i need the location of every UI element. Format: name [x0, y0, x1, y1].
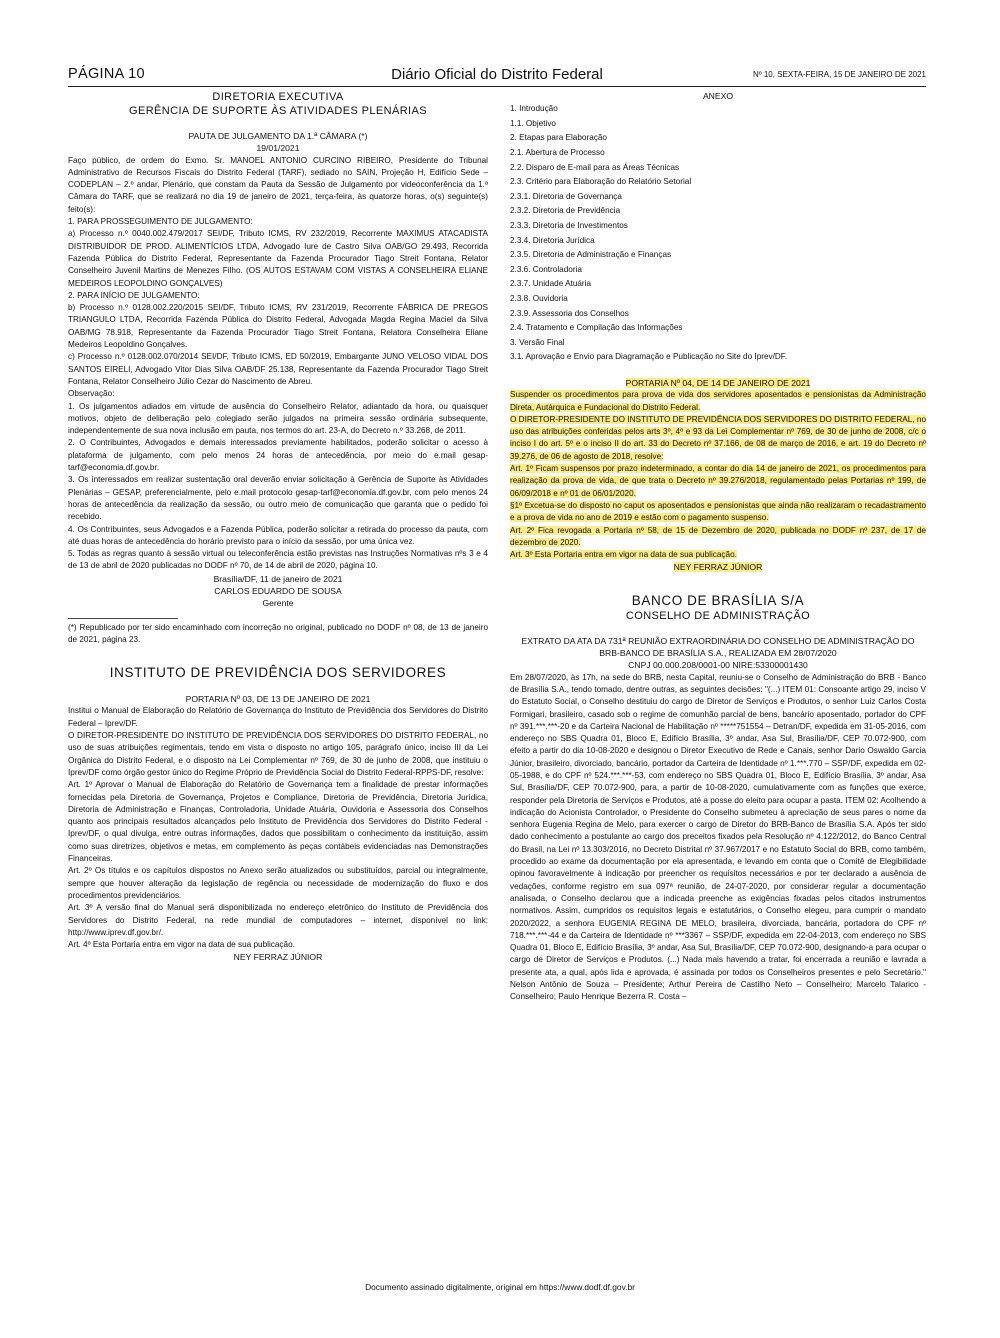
place-date: Brasília/DF, 11 de janeiro de 2021 [213, 573, 343, 584]
cnpj-line: CNPJ 00.000.208/0001-00 NIRE:53300001430 [628, 660, 808, 671]
portaria-04-ementa: Suspender os procedimentos para prova de vida dos servidores aposentados e pensionistas da Administração Direta, Autárquica e Fundacional do Distrito Federal. [510, 390, 926, 412]
toc-item: 3.1. Aprovação e Envio para Diagramação e Publicação no Site do Iprev/DF. [510, 352, 788, 362]
portaria-04-preamble: O DIRETOR-PRESIDENTE DO INSTITUTO DE PREVIDÊNCIA DOS SERVIDORES DO DISTRITO FEDERAL, no uso das atribuições conferidas pelos arts 3º, 4º e 93 da Lei Complementar nº 769, de 30 de junho de 2008, c/c o inciso I do art. 5º e o inciso II do art. 33 do Decreto nº 37.166, de 08 de março de 2016, e art. 19 do Decreto nº 39.276, de 06 de agosto de 2018, resolve: [510, 414, 926, 461]
page-number: PÁGINA 10 [68, 66, 145, 82]
pauta-item2-head: 2. PARA INÍCIO DE JULGAMENTO: [68, 290, 200, 300]
toc-item: 2.3. Critério para Elaboração do Relatório Setorial [510, 177, 692, 187]
portaria-04-title: PORTARIA Nº 04, DE 14 DE JANEIRO DE 2021 [625, 377, 811, 388]
institute-title: INSTITUTO DE PREVIDÊNCIA DOS SERVIDORES [109, 665, 447, 681]
portaria-03-art2: Art. 2º Os títulos e os capítulos dispostos no Anexo serão atualizados ou substituídos, parcial ou integralmente, sempre que houver alteração da legislação de regência ou necessidade de modernização do fluxo e dos procedimentos previdenciários. [68, 866, 488, 900]
portaria-03-art3: Art. 3º A versão final do Manual será disponibilizada no endereço eletrônico do Instituto de Previdência dos Servidores do Distrito Federal, na rede mundial de computadores – internet, disponível no link: http://www.iprev.df.gov.br/. [68, 903, 488, 937]
pauta-item1-a: a) Processo n.º 0040.002.479/2017 SEI/DF, Tributo ICMS, RV 232/2019, Recorrente MAXIMUS ATACADISTA DISTRIBUIDOR DE PROD. ALIMENTÍCIOS LTDA, Advogado Iure de Castro Silva OAB/GO 29.493, Recorrida Fazenda Pública do Distrito Federal, Representante da Fazenda Procurador Tiago Streit Fontana, Relator Conselheiro Juvenil Martins de Menezes Filho. (OS AUTOS ESTAVAM COM VISTAS A CONSELHEIRA ELIANE MEDEIROS LEOPOLDINO GONÇALVES) [68, 229, 488, 288]
signer-role: Gerente [262, 598, 294, 609]
toc-item: 2.3.3. Diretoria de Investimentos [510, 221, 628, 231]
toc-item: 2.3.7. Unidade Atuária [510, 279, 592, 289]
toc-item: 2.3.9. Assessoria dos Conselhos [510, 308, 629, 318]
portaria-03-ementa: Institui o Manual de Elaboração do Relatório de Governança do Instituto de Previdência dos Servidores do Distrito Federal – Iprev/DF. [68, 706, 488, 728]
page-footer: Documento assinado digitalmente, original em https://www.dodf.df.gov.br [365, 1282, 635, 1292]
issue-date: Nº 10, SEXTA-FEIRA, 15 DE JANEIRO DE 2021 [752, 70, 926, 79]
toc-item: 1. Introdução [510, 104, 558, 114]
portaria-03-preamble: O DIRETOR-PRESIDENTE DO INSTITUTO DE PREVIDÊNCIA DOS SERVIDORES DO DISTRITO FEDERAL, no uso de suas atribuições regimentais, tendo em vista o disposto no artigo 105, parágrafo único, inciso III da Lei Orgânica do Distrito Federal, e o disposto na Lei Complementar nº 769, de 30 de junho de 2008, que instituiu o Iprev/DF como órgão gestor único do Regime Próprio de Previdência Social do Distrito Federal-RPPS-DF, resolve: [68, 731, 488, 777]
observation-label: Observação: [68, 389, 115, 399]
right-column [510, 90, 926, 1004]
extrato-body: Em 28/07/2020, às 17h, na sede do BRB, nesta Capital, reuniu-se o Conselho de Administração do BRB - Banco de Brasília S.A., tendo tomado, dentre outras, as seguintes decisões: "(...) ITEM 01: Consoante artigo 29, inciso V do Estatuto Social, o Conselho destituiu do cargo de Diretor de Serviços e Produtos, o senhor Luiz Carlos Costa Formigari, brasileiro, casado sob o regime de comunhão parcial de bens, bancário aposentado, portador do CPF nº 391.***.***-20 e da Carteira Nacional de Habilitação nº *****751554 – Detran/DF, expedida em 31-05-2016, com endereço no SBS Quadra 01, Bloco E, Edifício Brasília, 3º andar, Asa Sul, Brasília/DF, CEP 70.072-900, com efeito a partir do dia 10-08-2020 e designou o Diretor Executivo de Rede e Canais, senhor Dario Oswaldo Garcia Júnior, brasileiro, divorciado, bancário, portador da Carteira de Identidade nº 1.***.770 – SSP/DF, expedida em 02-05-1988, e do CPF nº 524.***.***-53, com endereço no SBS Quadra 01, Bloco E, Edifício Brasília, 3º andar, Asa Sul, Brasília/DF, CEP 70.072-900, para, a partir de 10-08-2020, cumulativamente com as funções que exerce, responder pela Diretoria de Serviços e Produtos, até a posse do eleito para ocupar a pasta. ITEM 02: Acolhendo a indicação do Acionista Controlador, o Presidente do Conselho submeteu à apreciação de seus pares o nome da senhora Eugenia Regina de Melo, para exercer o cargo de Diretor do BRB-Banco de Brasília S.A. Após ter sido dado conhecimento a postulante ao cargo dos preceitos fixados pela Resolução nº 4.122/2012, do Banco Central do Brasil, na Lei nº 13.303/2016, no Decreto Distrital nº 37.967/2017 e no Estatuto Social do BRB, como também, procedido ao exame da documentação por ela apresentada, e levando em conta que o Comitê de Elegibilidade opinou favoravelmente à indicação por preencher os requisitos necessários e por ter declarado a ausência de vedações, conforme registro em sua 097ª reunião, de 24-07-2020, por considerar regular a documentação analisada, o Conselho declarou que a indicada preenche as exigências fixadas pelos citados instrumentos normativos. Assim, cumpridos os requisitos legais e estatutários, o Conselho elegeu, para cumprir o mandato 2020/2022, a senhora EUGENIA REGINA DE MELO, brasileira, divorciada, bancária, portadora do CPF nº 718.***.***-44 e da Carteira de Identidade nº ***3367 – SSP/DF, expedida em 22-04-2013, com endereço no SBS Quadra 01, Bloco E, Edifício Brasília, 3º andar, Asa Sul, Brasília/DF, CEP 70.072-900, designando-a para ocupar o cargo de Diretor de Serviços e Produtos. (...) Nada mais havendo a tratar, foi encerrada a reunião e lavrada a presente ata, a qual, após lida e aprovada, é assinada por todos os Conselheiros presentes e pelo Secretário." Nelson Antônio de Souza – Presidente; Arthur Pereira de Castilho Neto – Conselheiro; Marcelo Talarico - Conselheiro; Paulo Henrique Bezerra R. Costa – [510, 672, 926, 1002]
annex-title: ANEXO [702, 91, 734, 101]
bank-title: BANCO DE BRASÍLIA S/A [631, 592, 805, 608]
toc-item: 2.3.8. Ouvidoria [510, 294, 568, 304]
left-column [68, 90, 488, 964]
portaria-04-art1: Art. 1º Ficam suspensos por prazo indeterminado, a contar do dia 14 de janeiro de 2021, os procedimentos para realização da prova de vida, de que trata o Decreto nº 39.276/2018, regulamentado pelas Portarias nº 199, de 06/09/2018 e nº 01 de 06/01/2020. [510, 464, 926, 498]
observation-3: 3. Os interessados em realizar sustentação oral deverão enviar solicitação à Gerência de Suporte às Atividades Plenárias – GESAP, preferencialmente, pelo e.mail protocolo gesap-tarf@economia.df.gov.br, com pelo menos 24 horas de antecedência da realização da sessão, ou outro meio de comunicação que garanta que o pedido foi recebido. [68, 475, 488, 522]
toc-item: 2.3.6. Controladoria [510, 264, 582, 274]
journal-title: Diário Oficial do Distrito Federal [391, 66, 603, 83]
portaria-04-signer: NEY FERRAZ JÚNIOR [673, 562, 763, 573]
annex-toc [510, 102, 926, 365]
toc-item: 1.1. Objetivo [510, 118, 556, 128]
signer-name: CARLOS EDUARDO DE SOUSA [214, 585, 342, 596]
observation-5: 5. Todas as regras quanto à sessão virtual ou teleconferência estão previstas nas Instruções Normativas nºs 3 e 4 de 13 de abril de 2020 publicadas no DODF nº 70, de 14 de abril de 2020, página 10. [68, 549, 488, 571]
footnote: (*) Republicado por ter sido encaminhado com incorreção no original, publicado no DODF nº 08, de 13 de janeiro de 2021, página 23. [68, 622, 488, 644]
pauta-title: PAUTA DE JULGAMENTO DA 1.ª CÂMARA (*) [188, 131, 368, 141]
portaria-03-art4: Art. 4º Esta Portaria entra em vigor na data de sua publicação. [68, 940, 295, 950]
portaria-03-art1: Art. 1º Aprovar o Manual de Elaboração do Relatório de Governança tem a finalidade de prestar informações fornecidas pela Diretoria de Governança, Projetos e Compliance, Diretoria de Previdência, Diretoria Jurídica, Diretoria de Administração e Finanças, Controladoria, Unidade Atuária, Ouvidoria e Assessoria dos Conselhos quanto aos principais resultados alcançados pelo Instituto de Previdência dos Servidores do Distrito Federal - Iprev/DF, o qual divulga, entre outras informações, dados que possibilitam o conhecimento da instituição, assim como suas diretrizes, objetivos e metas, em complemento às peças contábeis evidenciadas nas Demonstrações Financeiras. [68, 780, 488, 864]
pauta-item1-head: 1. PARA PROSSEGUIMENTO DE JULGAMENTO: [68, 217, 253, 227]
extrato-title: EXTRATO DA ATA DA 731ª REUNIÃO EXTRAORDINÁRIA DO CONSELHO DE ADMINISTRAÇÃO DO BRB-BANCO DE BRASÍLIA S.A., REALIZADA EM 28/07/2020 [521, 635, 915, 659]
portaria-04-art2: Art. 2º Fica revogada a Portaria nº 58, de 15 de Dezembro de 2020, publicada no DODF nº 237, de 17 de dezembro de 2020. [510, 525, 926, 547]
toc-item: 2.3.2. Diretoria de Previdência [510, 206, 621, 216]
pauta-item2-c: c) Processo n.º 0128.002.070/2014 SEI/DF, Tributo ICMS, ED 50/2019, Embargante JUNO VELOSO VIDAL DOS SANTOS EIRELI, Advogado Vitor Dias Silva OAB/DF 25.138, Representante da Fazenda Procurador Tiago Streit Fontana, Relator Conselheiro Júlio Cezar do Nascimento de Abreu. [68, 352, 488, 386]
toc-item: 2. Etapas para Elaboração [510, 133, 607, 143]
toc-item: 2.2. Disparo de E-mail para as Áreas Técnicas [510, 162, 680, 172]
toc-item: 2.4. Tratamento e Compilação das Informações [510, 323, 683, 333]
toc-item: 3. Versão Final [510, 337, 565, 347]
portaria-04-art3: Art. 3º Esta Portaria entra em vigor na data de sua publicação. [510, 550, 737, 560]
pauta-item2-b: b) Processo n.º 0128.002.220/2015 SEI/DF, Tributo ICMS, RV 231/2019, Recorrente FÁBRICA DE PREGOS TRIANGULO LTDA, Recorrida Fazenda Pública do Distrito Federal, Advogada Magda Regina Maciel da Silva OAB/MG 78.918, Representante da Fazenda Procurador Tiago Streit Fontana, Relatora Conselheira Eliane Medeiros Leopoldino Gonçalves. [68, 303, 488, 350]
pauta-date: 19/01/2021 [256, 143, 300, 154]
portaria-04-par1: §1º Excetua-se do disposto no caput os aposentados e pensionistas que ainda não realizaram o recadastramento e a prova de vida no ano de 2019 e estão com o pagamento suspenso. [510, 500, 926, 523]
toc-item: 2.3.1. Diretoria de Governança [510, 191, 622, 201]
toc-item: 2.3.5. Diretoria de Administração e Finanças [510, 250, 672, 260]
portaria-03-signer: NEY FERRAZ JÚNIOR [233, 952, 323, 963]
portaria-03-title: PORTARIA Nº 03, DE 13 DE JANEIRO DE 2021 [185, 694, 371, 705]
toc-item: 2.3.4. Diretoria Jurídica [510, 235, 595, 245]
section-subtitle: GERÊNCIA DE SUPORTE ÀS ATIVIDADES PLENÁRIAS [129, 105, 427, 117]
observation-2: 2. O Contribuintes, Advogados e demais interessados previamente habilitados, poderão solicitar o acesso à plataforma de julgamento, com pelo menos 24 horas de antecedência, por meio do e.mail gesap-tarf@economia.df.gov.br. [68, 438, 488, 473]
page-header [68, 66, 926, 87]
footnote-divider [68, 618, 178, 619]
section-title: DIRETORIA EXECUTIVA [212, 91, 344, 103]
observation-1: 1. Os julgamentos adiados em virtude de ausência do Conselheiro Relator, adiantado da hora, ou quaisquer motivos, objeto de deliberação pelo colegiado serão julgados na primeira sessão ordinária subsequente, independentemente de sua nova inclusão em pauta, nos termos do art. 23-A, do Decreto n.º 33.268, de 2011. [68, 401, 488, 436]
toc-item: 2.1. Abertura de Processo [510, 148, 605, 158]
bank-subtitle: CONSELHO DE ADMINISTRAÇÃO [625, 609, 811, 622]
observation-4: 4. Os Contribuintes, seus Advogados e a Fazenda Pública, poderão solicitar a retirada do processo da pauta, com até duas horas de antecedência do horário previsto para o início da sessão, por uma única vez. [68, 524, 488, 546]
pauta-intro: Faço público, de ordem do Exmo. Sr. MANOEL ANTONIO CURCINO RIBEIRO, Presidente do Tribunal Administrativo de Recursos Fiscais do Distrito Federal (TARF), sediado no SAIN, Projeção H, Edifício Sede – CODEPLAN – 2.º andar, Plenário, que constam da Pauta da Sessão de Julgamento por videoconferência da 1.ª Câmara do TARF, que se realizará no dia 19 de janeiro de 2021, terça-feira, às quatorze horas, o(s) seguinte(s) feito(s): [68, 155, 488, 214]
